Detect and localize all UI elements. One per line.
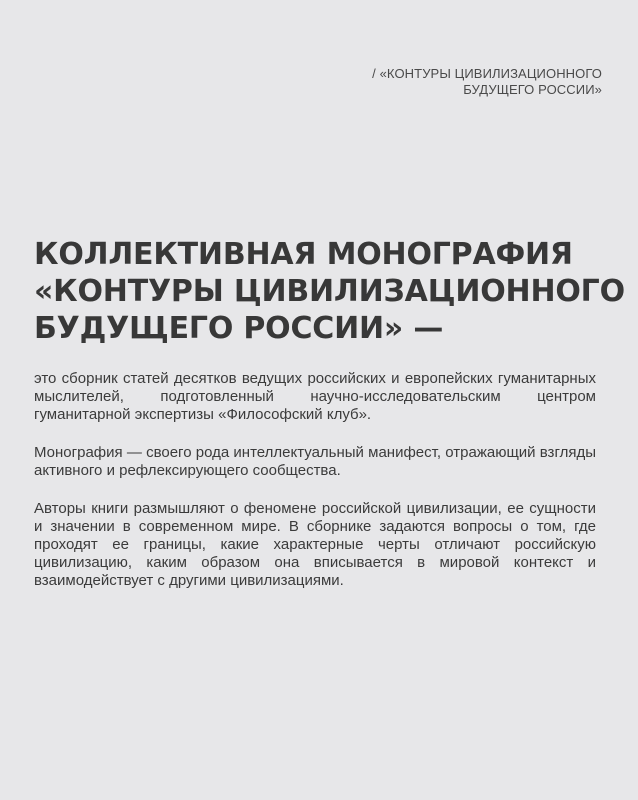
page-title bbox=[34, 236, 625, 347]
paragraph-manifest: Монография — своего рода интеллектуальный манифест, отражающий взгляды активного и рефлексирующего сообщества. bbox=[34, 444, 596, 479]
title-line-3: БУДУЩЕГО РОССИИ» — bbox=[34, 311, 444, 346]
paragraph-authors: Авторы книги размышляют о феномене российской цивилизации, ее сущности и значении в современном мире. В сборнике задаются вопросы о том, где проходят ее границы, какие характерные черты отличают российскую цивилизацию, каким образом она вписывается в мировой контекст и взаимодействует с другими цивилизациями. bbox=[34, 500, 596, 589]
body-text bbox=[34, 370, 596, 610]
title-line-2: «КОНТУРЫ ЦИВИЛИЗАЦИОННОГО bbox=[34, 274, 625, 309]
title-line-1: КОЛЛЕКТИВНАЯ МОНОГРАФИЯ bbox=[34, 237, 573, 272]
series-tag-line-2: БУДУЩЕГО РОССИИ» bbox=[463, 82, 602, 97]
series-tag-line-1: / «КОНТУРЫ ЦИВИЛИЗАЦИОННОГО bbox=[372, 66, 602, 81]
series-tag bbox=[342, 66, 602, 98]
paragraph-intro: это сборник статей десятков ведущих российских и европейских гуманитарных мыслителей, подготовленный научно-исследовательским центром гуманитарной экспертизы «Философский клуб». bbox=[34, 370, 596, 423]
